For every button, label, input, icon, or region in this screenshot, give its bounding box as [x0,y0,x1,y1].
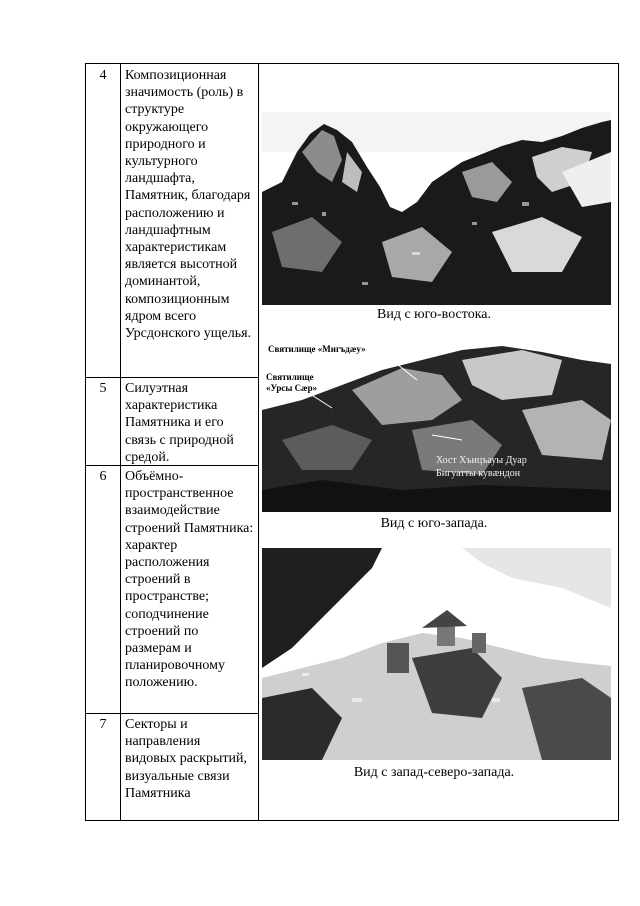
row-description: Композиционная значимость (роль) в структуре окружающего природного и культурного ландшафта, Памятник, благодаря расположению и ландшафтным характеристикам является высотной доминантой, композиционным ядром всего Урсдонского ущелья. [125,68,252,342]
photo-caption: Вид с юго-запада. [380,516,488,531]
column-divider-photo [258,63,259,821]
photo-west-north-west [262,548,611,760]
annotation-migdau: Святилище «Мигъдæу» [268,344,366,354]
row-number: 5 [99,381,107,396]
row-divider-6-7 [85,713,258,714]
annotation-khost-1: Хост Хъицъауы Дуар [436,455,527,466]
photo-south-west [262,340,611,512]
row-description: Секторы и направления видовых раскрытий, визуальные связи Памятника [125,717,247,801]
photo-south-east [262,112,611,305]
photo-caption: Вид с юго-востока. [377,307,491,322]
slope-photo-image [262,340,611,512]
mountain-photo-image [262,112,611,305]
row-number: 6 [99,469,107,484]
annotation-khost-2: Бигуатты кувæндон [436,468,521,479]
row-description: Силуэтная характеристика Памятника и его связь с природной средой. [125,381,234,465]
row-divider-4-5 [85,377,258,378]
photo-caption: Вид с запад-северо-запада. [353,765,515,780]
row-number: 4 [99,68,107,83]
annotation-ursy-saer-1: Святилище [266,372,314,382]
ruins-photo-image [262,548,611,760]
column-divider-num [120,63,121,821]
row-description: Объёмно-пространственное взаимодействие строений Памятника: характер расположения строений в пространстве; соподчинение строений по размерам и планировочному положению. [125,469,254,691]
row-number: 7 [99,717,107,732]
annotation-ursy-saer-2: «Урсы Сæр» [266,383,318,393]
